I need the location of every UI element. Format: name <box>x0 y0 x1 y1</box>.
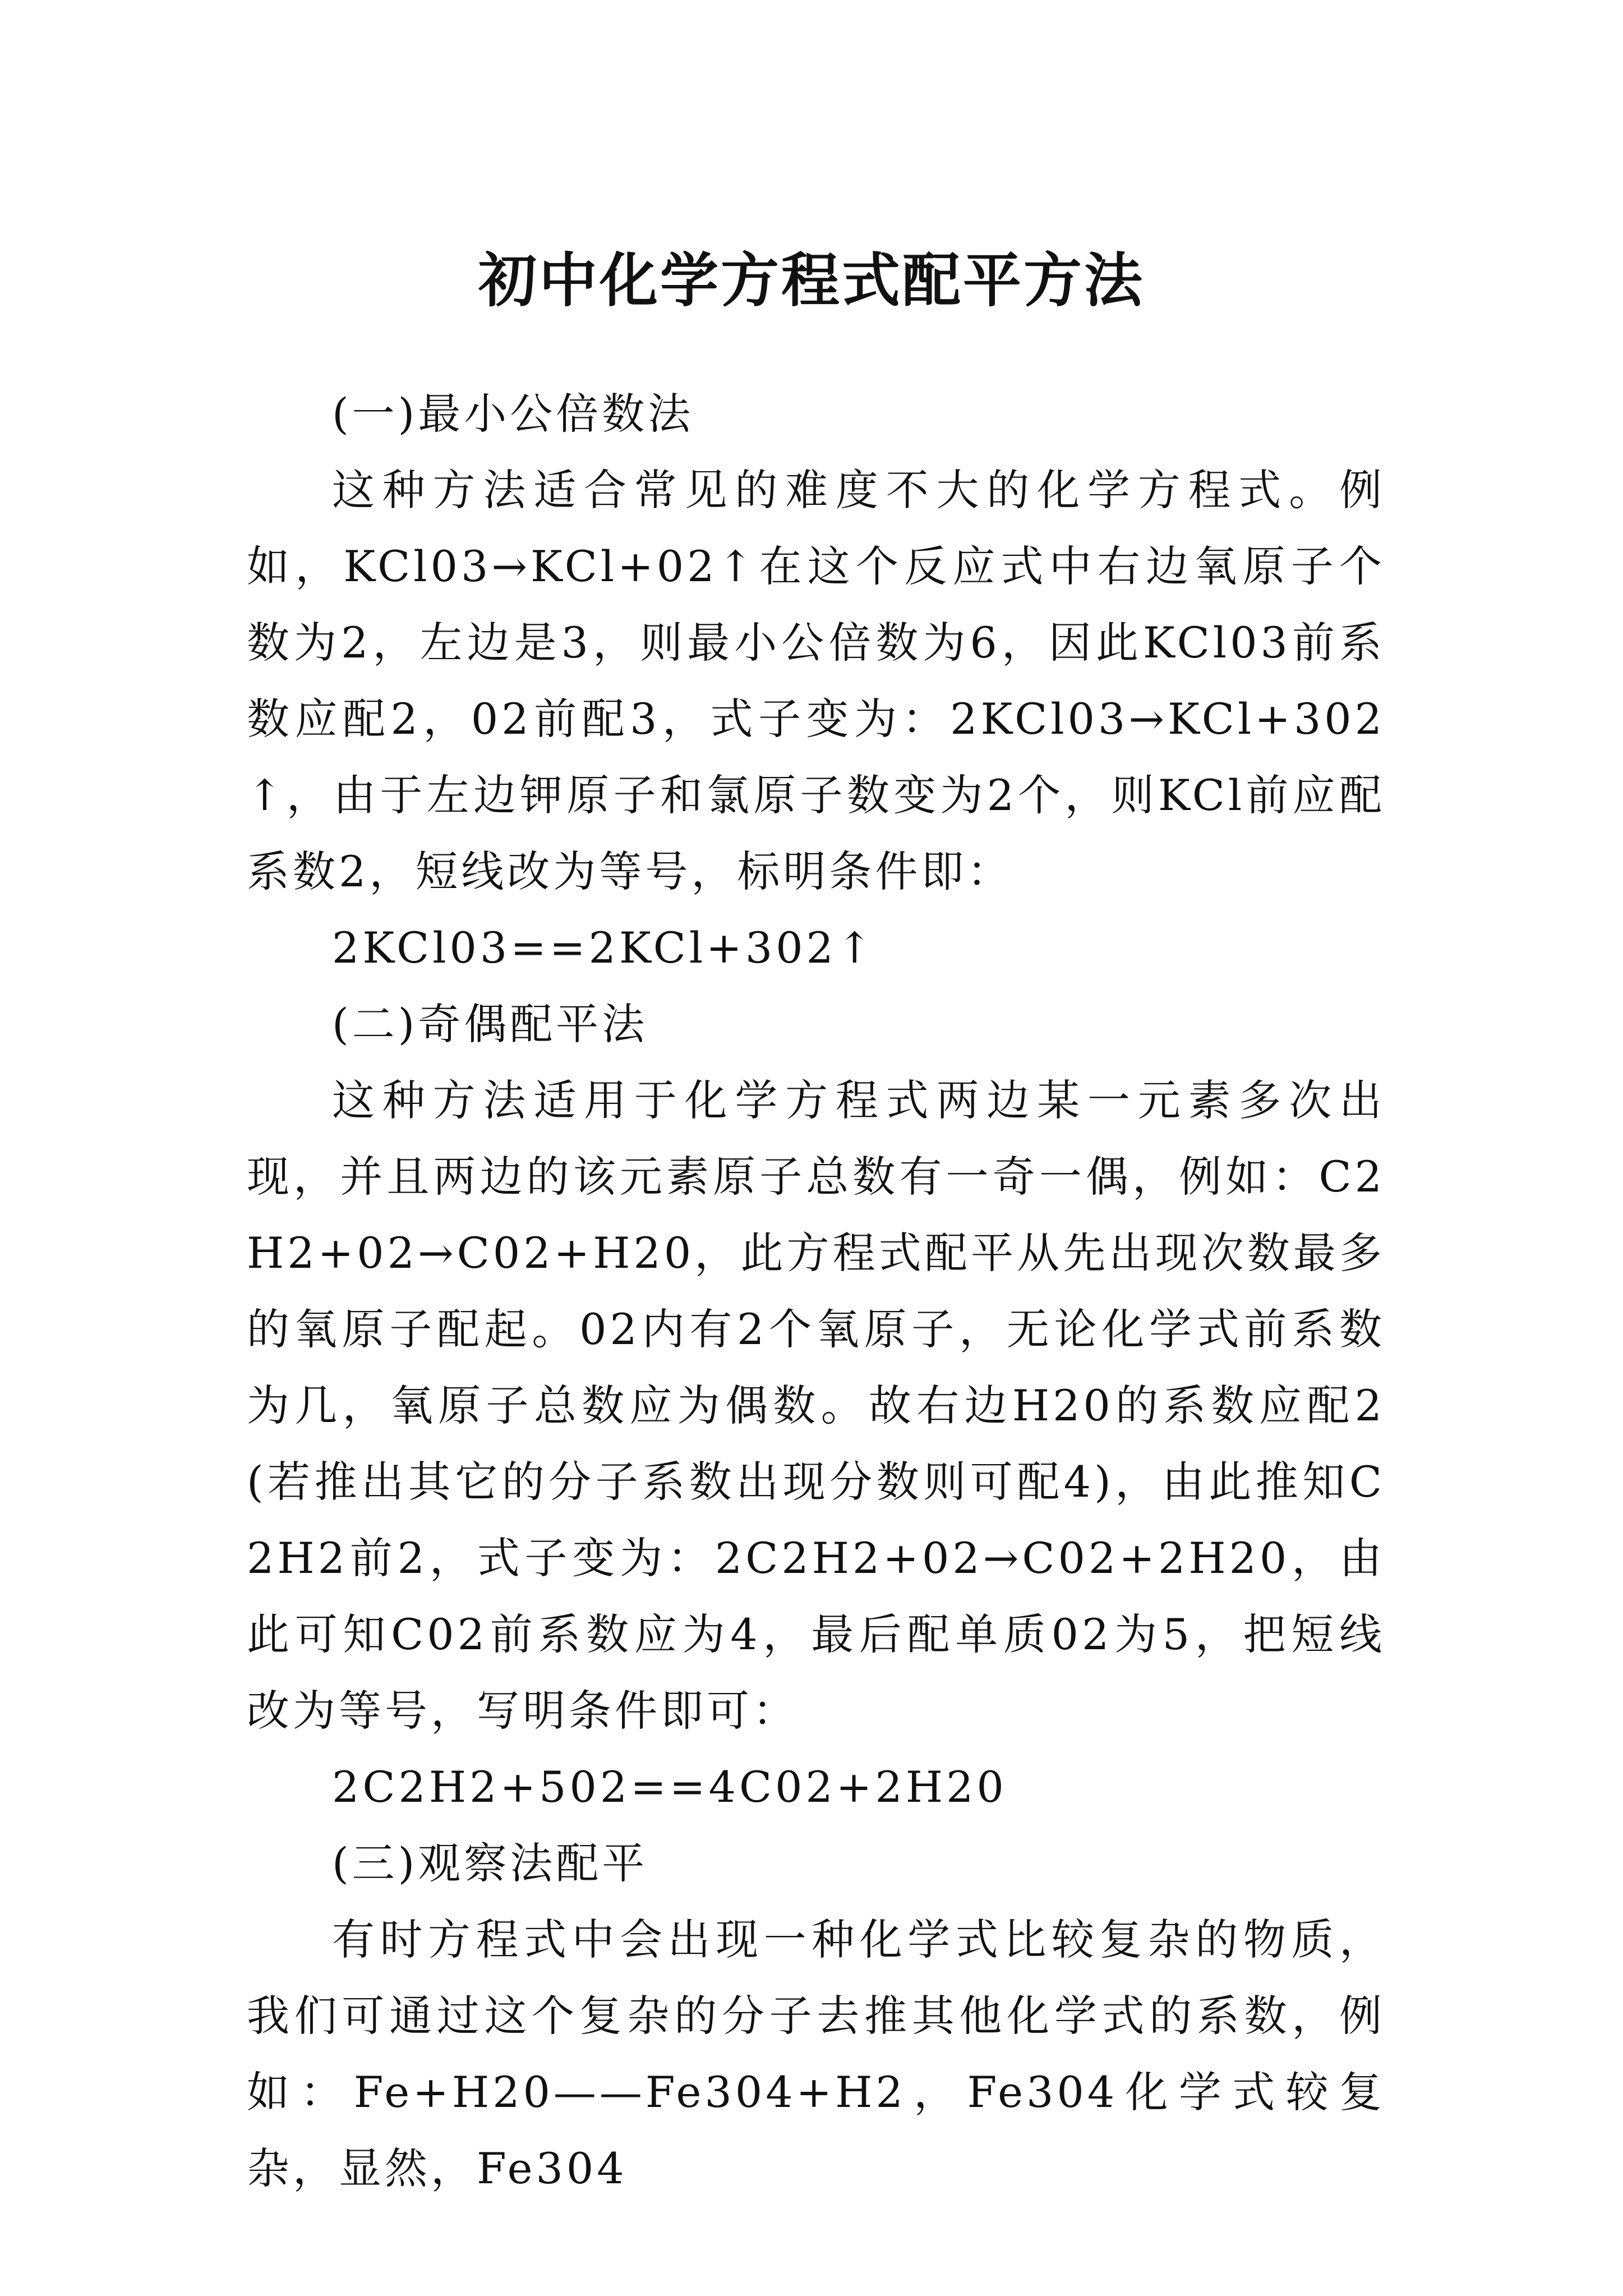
section-2-equation: 2C2H2+502==4C02+2H20 <box>332 1762 1007 1812</box>
section-1-paragraph: 这种方法适合常见的难度不大的化学方程式。例如，KCl03→KCl+02↑在这个反应式中右边氧原子个数为2，左边是3，则最小公倍数为6，因此KCl03前系数应配2，02前配3，式子变为：2KCl03→KCl+302↑，由于左边钾原子和氯原子数变为2个，则KCl前应配系数2，短线改为等号，标明条件即： <box>247 465 1385 896</box>
document-title: 初中化学方程式配平方法 <box>478 245 1145 315</box>
section-1-equation: 2KCl03==2KCl+302↑ <box>332 923 876 973</box>
section-3-heading: (三)观察法配平 <box>332 1838 648 1888</box>
section-3-paragraph: 有时方程式中会出现一种化学式比较复杂的物质，我们可通过这个复杂的分子去推其他化学式的系数，例如：Fe+H20——Fe304+H2，Fe304化学式较复杂，显然，Fe304 <box>247 1915 1385 2193</box>
section-2-heading: (二)奇偶配平法 <box>332 999 648 1049</box>
document-body <box>247 376 1385 2207</box>
section-2-paragraph: 这种方法适用于化学方程式两边某一元素多次出现，并且两边的该元素原子总数有一奇一偶，例如：C2H2+02→C02+H20，此方程式配平从先出现次数最多的氧原子配起。02内有2个氧原子，无论化学式前系数为几，氧原子总数应为偶数。故右边H20的系数应配2(若推出其它的分子系数出现分数则可配4)，由此推知C2H2前2，式子变为：2C2H2+02→C02+2H20，由此可知C02前系数应为4，最后配单质02为5，把短线改为等号，写明条件即可： <box>247 1075 1385 1736</box>
section-1-heading: (一)最小公倍数法 <box>332 389 694 439</box>
